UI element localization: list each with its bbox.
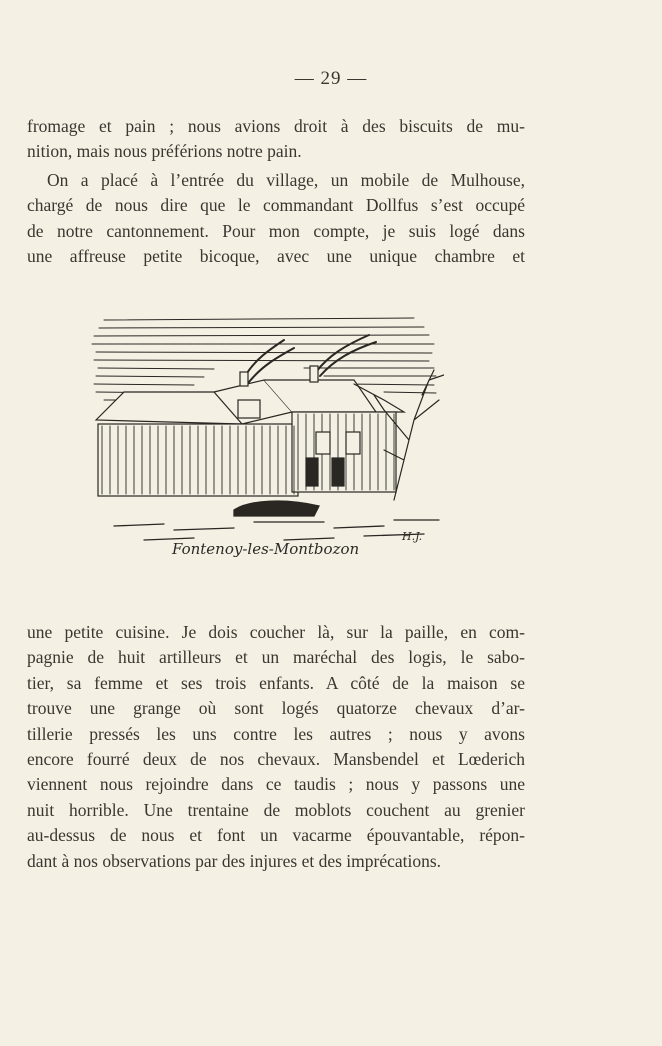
paragraph-village [27,168,525,270]
paragraph-lodging [27,620,525,874]
text-line: encore fourré deux de nos chevaux. Mansbendel et Lœderich [27,749,525,770]
text-line: au-dessus de nous et font un vacarme épouvantable, répon- [27,825,525,846]
text-line: chargé de nous dire que le commandant Dollfus s’est occupé [27,195,525,216]
text-line: On a placé à l’entrée du village, un mobile de Mulhouse, [47,170,525,190]
text-line: une affreuse petite bicoque, avec une unique chambre et [27,246,525,267]
text-line: nuit horrible. Une trentaine de moblots couchent au grenier [27,799,525,820]
illustrator-initials: H.J. [402,530,423,543]
ground-strokes [114,501,439,540]
text-line: de notre cantonnement. Pour mon compte, je suis logé dans [27,220,525,241]
illustration-caption: Fontenoy-les-Montbozon [172,540,360,558]
text-line: tillerie pressés les uns contre les autres ; nous y avons [27,723,525,744]
text-line: trouve une grange où sont logés quatorze chevaux d’ar- [27,698,525,719]
text-line: fromage et pain ; nous avions droit à des biscuits de mu- [27,116,525,136]
text-line: nition, mais nous préférions notre pain. [27,141,302,162]
paragraph-continuation [27,114,525,165]
houses [96,366,404,496]
sky-hatching [92,318,436,400]
page-number: — 29 — [294,68,368,89]
text-line: dant à nos observations par des injures et des imprécations. [27,850,442,871]
text-line: viennent nous rejoindre dans ce taudis ; nous y passons une [27,774,525,795]
text-line: tier, sa femme et ses trois enfants. A côté de la maison se [27,672,525,693]
text-line: une petite cuisine. Je dois coucher là, sur la paille, en com- [27,622,525,642]
text-line: pagnie de huit artilleurs et un maréchal des logis, le sabo- [27,647,525,668]
